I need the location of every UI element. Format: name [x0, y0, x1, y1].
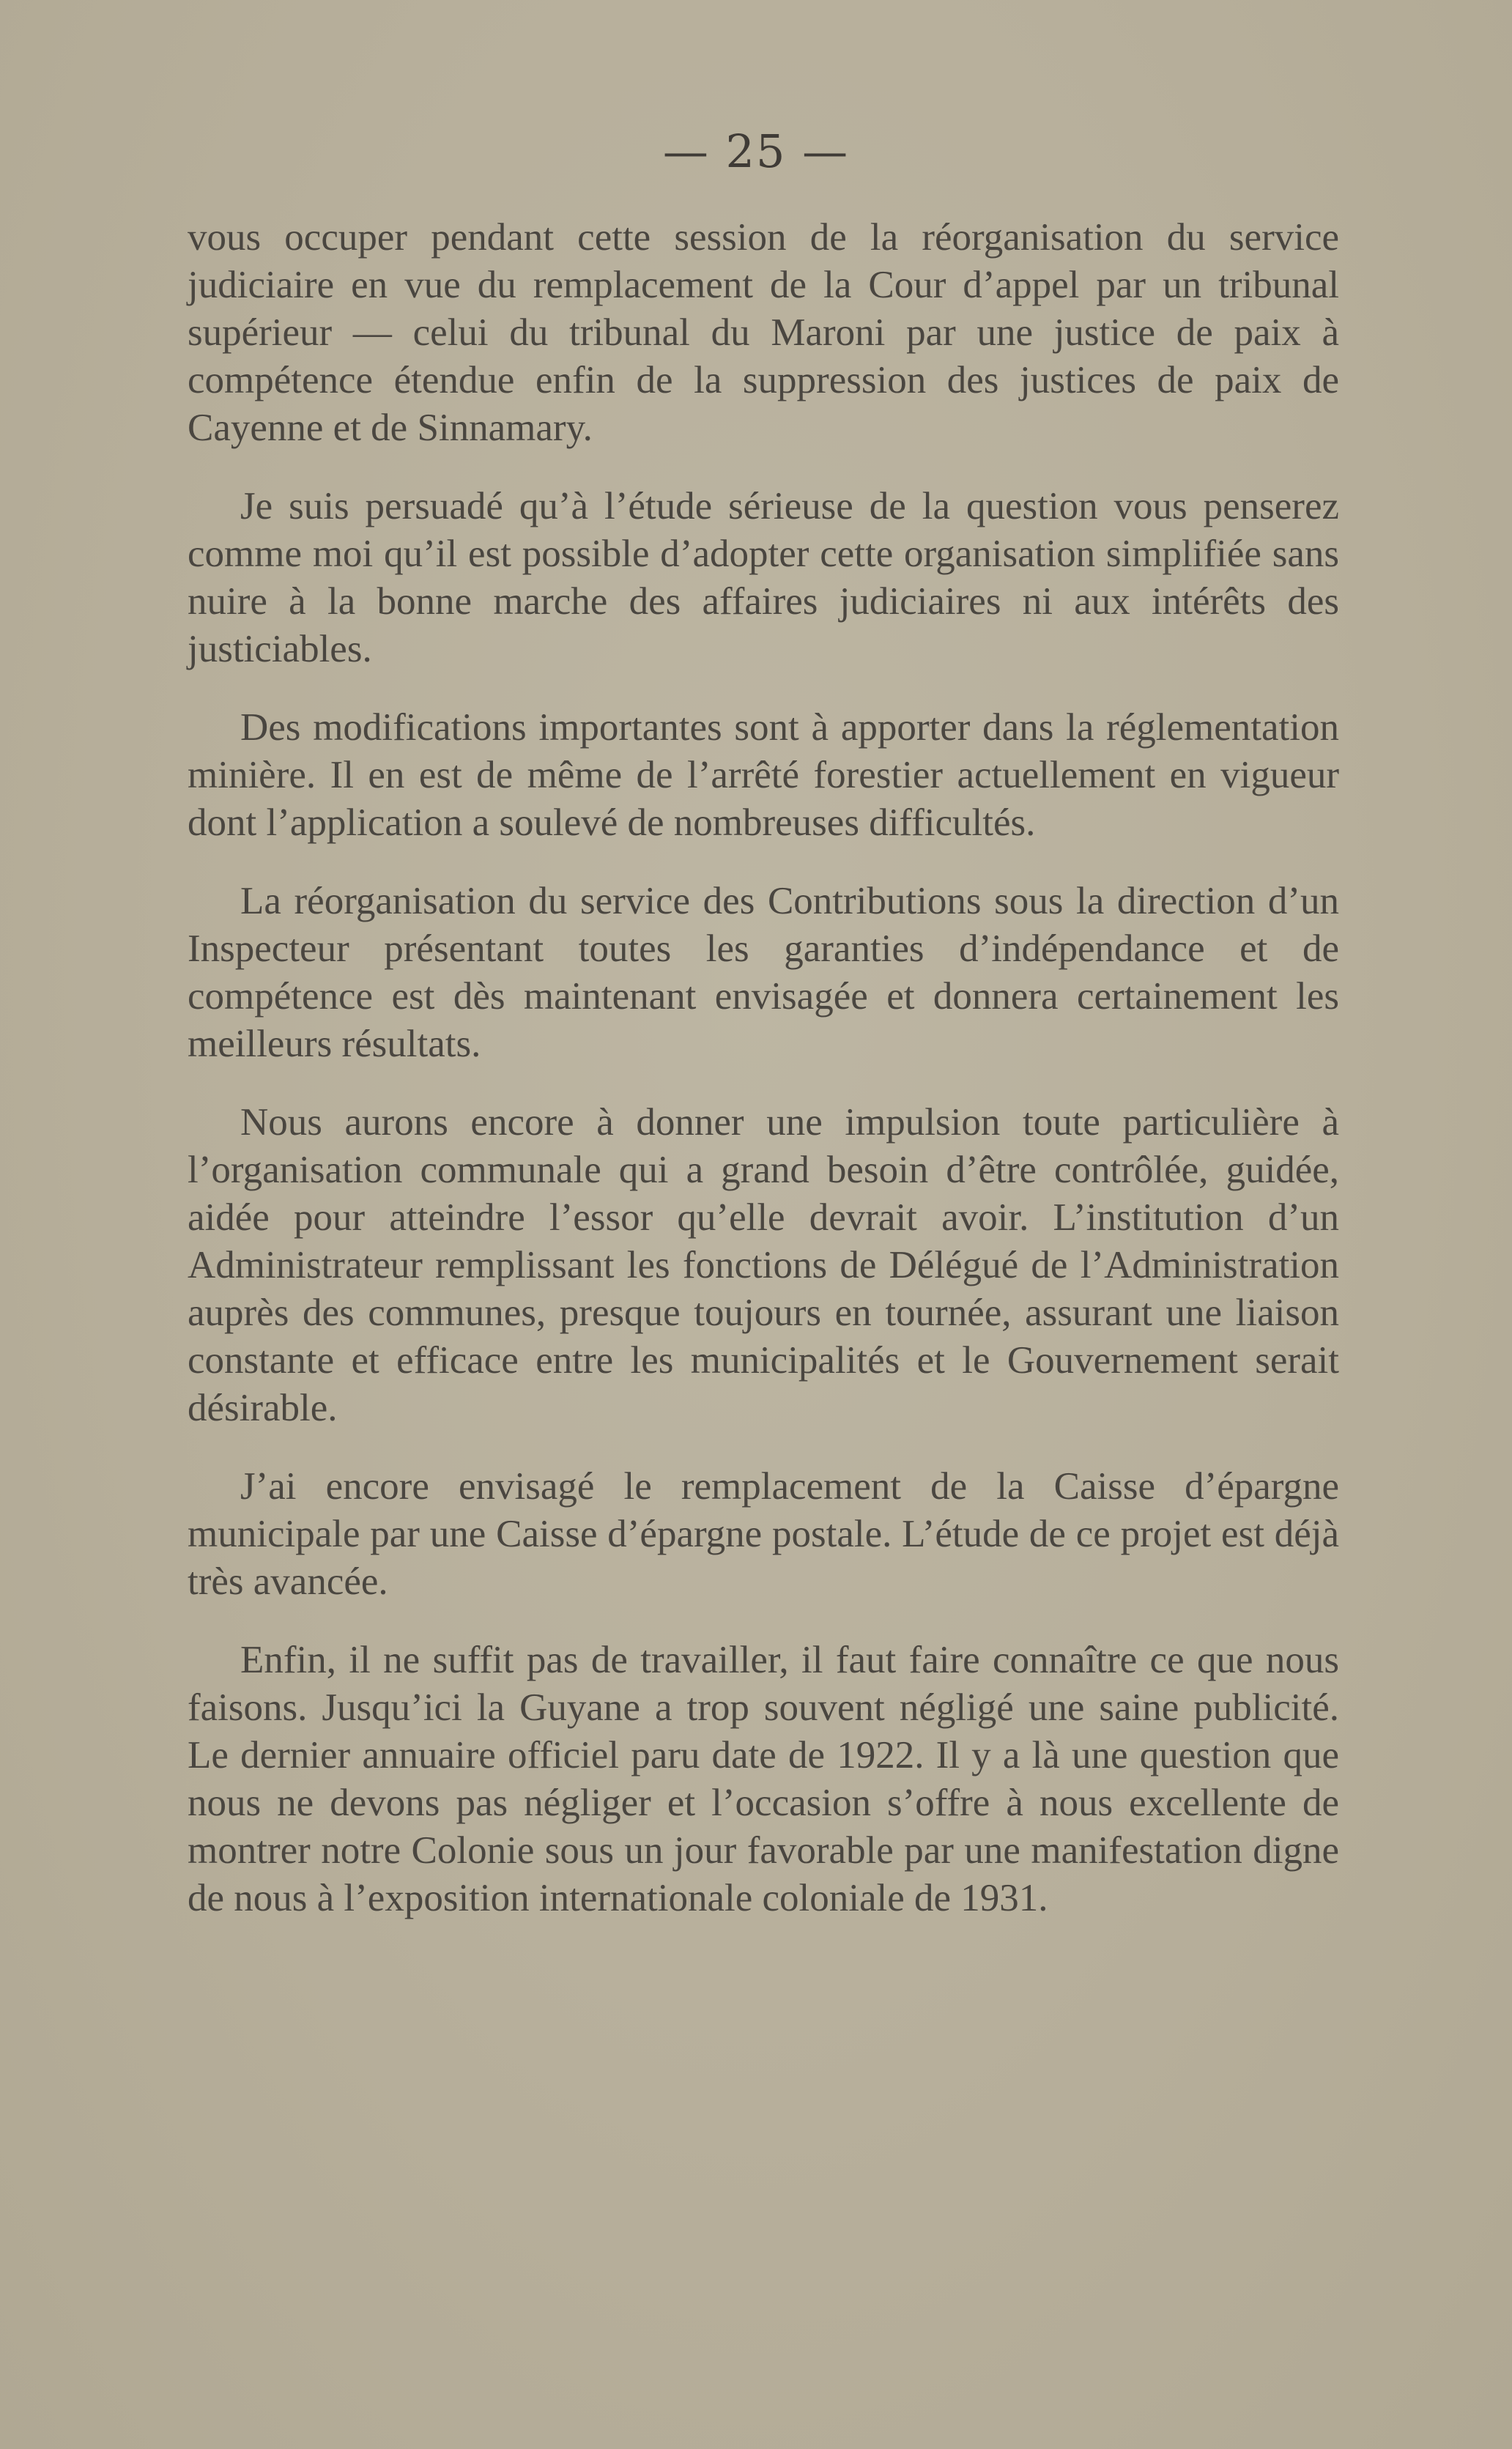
paragraph-7: Enfin, il ne suffit pas de travailler, il faut faire connaître ce que nous faisons. Jusqu’ici la Guyane a trop souvent négligé une saine publicité. Le dernier annuaire officiel paru date de 1922. Il y a là une question que nous ne devons pas négliger et l’occasion s’offre à nous excellente de montrer notre Colonie sous un jour favorable par une manifestation digne de nous à l’exposition internationale coloniale de 1931. — [188, 1639, 1339, 1919]
paragraph-1: vous occuper pendant cette session de la réorganisation du service judiciaire en vue du remplacement de la Cour d’appel par un tribunal supérieur — celui du tribunal du Maroni par une justice de paix à compétence étendue enfin de la suppression des justices de paix de Cayenne et de Sinnamary. — [188, 216, 1339, 449]
paragraph-6: J’ai encore envisagé le remplacement de la Caisse d’épargne municipale par une Caisse d’épargne postale. L’étude de ce projet est déjà très avancée. — [188, 1465, 1339, 1603]
paragraph-4: La réorganisation du service des Contributions sous la direction d’un Inspecteur présentant toutes les garanties d’indépendance et de compétence est dès maintenant envisagée et donnera certainement les meilleurs résultats. — [188, 880, 1339, 1065]
page-number: — 25 — — [662, 125, 850, 178]
paragraph-5: Nous aurons encore à donner une impulsion toute particulière à l’organisation communale qui a grand besoin d’être contrôlée, guidée, aidée pour atteindre l’essor qu’elle devrait avoir. L’institution d’un Administrateur remplissant les fonctions de Délégué de l’Administration auprès des communes, presque toujours en tournée, assurant une liaison constante et efficace entre les municipalités et le Gouvernement serait désirable. — [188, 1101, 1339, 1429]
paragraph-2: Je suis persuadé qu’à l’étude sérieuse de la question vous penserez comme moi qu’il est possible d’adopter cette organisation simplifiée sans nuire à la bonne marche des affaires judiciaires ni aux intérêts des justiciables. — [188, 485, 1339, 670]
paragraph-3: Des modifications importantes sont à apporter dans la réglementation minière. Il en est de même de l’arrêté forestier actuellement en vigueur dont l’application a soulevé de nombreuses difficultés. — [188, 706, 1339, 844]
body-text — [188, 214, 1339, 1953]
